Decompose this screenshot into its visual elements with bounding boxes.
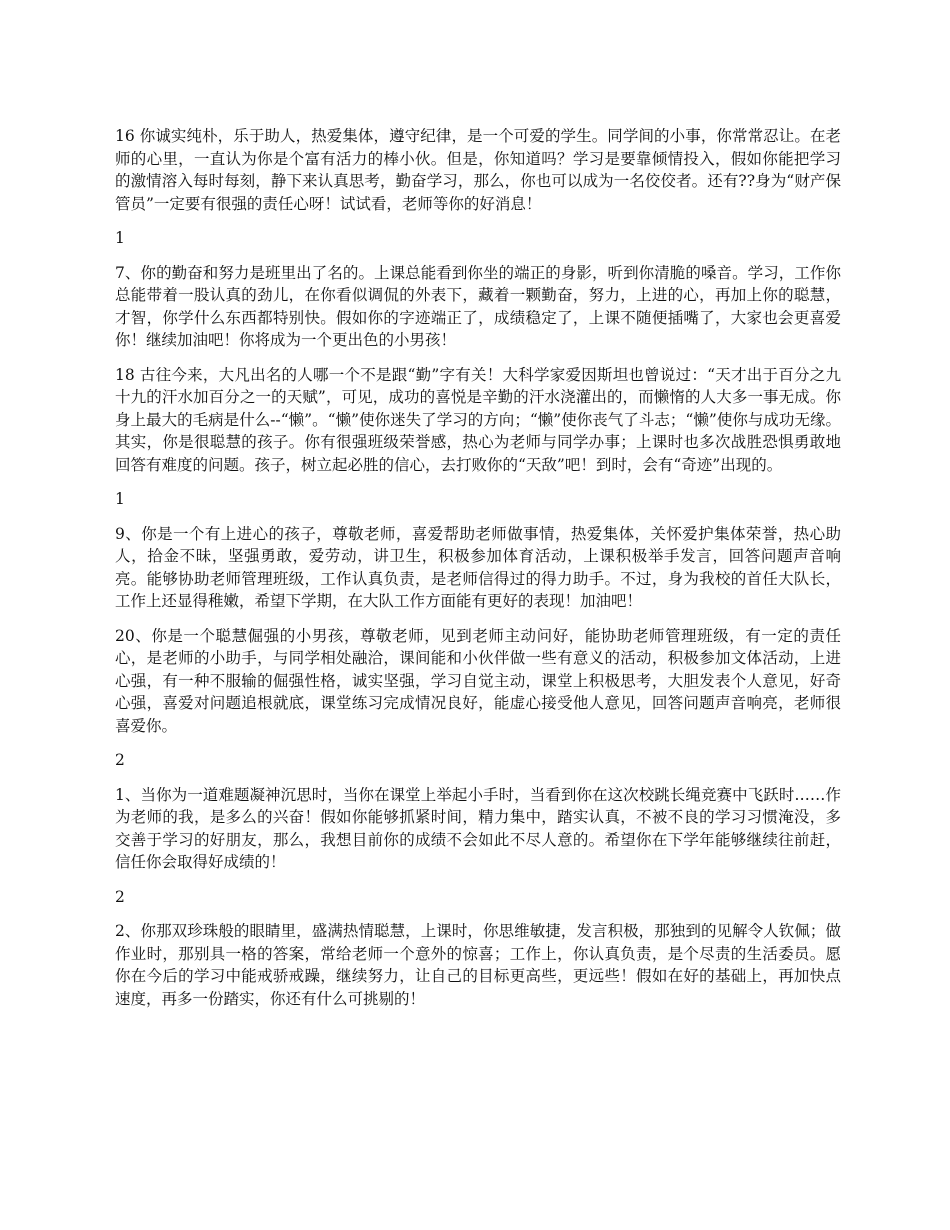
section-number: 2 <box>115 751 125 769</box>
section-number: 2 <box>115 887 125 906</box>
comment-paragraph-18: 18 古往今来，大凡出名的人哪一个不是跟“勤”字有关！大科学家爱因斯坦也曾说过：“天才出于百分之九十九的汗水加百分之一的天赋”，可见，成功的喜悦是辛勤的汗水浇灌出的，而懒惰的人大多一事无成。你身上最大的毛病是什么--“懒”。“懒”使你迷失了学习的方向；“懒”使你丧气了斗志；“懒”使你与成功无缘。其实，你是很聪慧的孩子。你有很强班级荣誉感，热心为老师与同学办事；上课时也多次战胜恐惧勇敢地回答有难度的问题。孩子，树立起必胜的信心，去打败你的“天敌”吧！到时，会有“奇迹”出现的。 <box>115 365 841 474</box>
comment-paragraph-20: 20、你是一个聪慧倔强的小男孩，尊敬老师，见到老师主动问好，能协助老师管理班级，有一定的责任心，是老师的小助手，与同学相处融洽，课间能和小伙伴做一些有意义的活动，积极参加文体活动，上进心强，有一种不服输的倔强性格，诚实坚强，学习自觉主动，课堂上积极思考，大胆发表个人意见，好奇心强，喜爱对问题追根就底，课堂练习完成情况良好，能虚心接受他人意见，回答问题声音响亮，老师很喜爱你。 <box>115 626 841 735</box>
comment-paragraph-9: 9、你是一个有上进心的孩子，尊敬老师，喜爱帮助老师做事情，热爱集体，关怀爱护集体荣誉，热心助人，拾金不昧，坚强勇敢，爱劳动，讲卫生，积极参加体育活动，上课积极举手发言，回答问题声音响亮。能够协助老师管理班级，工作认真负责，是老师信得过的得力助手。不过，身为我校的首任大队长，工作上还显得稚嫩，希望下学期，在大队工作方面能有更好的表现！加油吧！ <box>115 524 841 610</box>
section-number: 1 <box>115 490 125 508</box>
comment-paragraph-16: 16 你诚实纯朴，乐于助人，热爱集体，遵守纪律，是一个可爱的学生。同学间的小事，你常常忍让。在老师的心里，一直认为你是个富有活力的棒小伙。但是，你知道吗？学习是要靠倾情投入，假如你能把学习的激情溶入每时每刻，静下来认真思考，勤奋学习，那么，你也可以成为一名佼佼者。还有??身为“财产保管员”一定要有很强的责任心呀！试试看，老师等你的好消息！ <box>115 127 841 213</box>
document-body <box>115 125 841 1022</box>
comment-paragraph-7: 7、你的勤奋和努力是班里出了名的。上课总能看到你坐的端正的身影，听到你清脆的嗓音。学习，工作你总能带着一股认真的劲儿，在你看似调侃的外表下，藏着一颗勤奋，努力，上进的心，再加上你的聪慧，才智，你学什么东西都特别快。假如你的字迹端正了，成绩稳定了，上课不随便插嘴了，大家也会更喜爱你！继续加油吧！你将成为一个更出色的小男孩！ <box>115 263 841 349</box>
comment-paragraph-1: 1、当你为一道难题凝神沉思时，当你在课堂上举起小手时，当看到你在这次校跳长绳竞赛中飞跃时……作为老师的我，是多么的兴奋！假如你能够抓紧时间，精力集中，踏实认真，不被不良的学习习惯淹没，多交善于学习的好朋友，那么，我想目前你的成绩不会如此不尽人意的。希望你在下学年能够继续往前赶，信任你会取得好成绩的！ <box>115 785 841 871</box>
comment-paragraph-2: 2、你那双珍珠般的眼睛里，盛满热情聪慧，上课时，你思维敏捷，发言积极，那独到的见解令人钦佩；做作业时，那别具一格的答案，常给老师一个意外的惊喜；工作上，你认真负责，是个尽责的生活委员。愿你在今后的学习中能戒骄戒躁，继续努力，让自己的目标更高些，更远些！假如在好的基础上，再加快点速度，再多一份踏实，你还有什么可挑剔的！ <box>115 922 841 1008</box>
section-number: 1 <box>115 229 125 247</box>
